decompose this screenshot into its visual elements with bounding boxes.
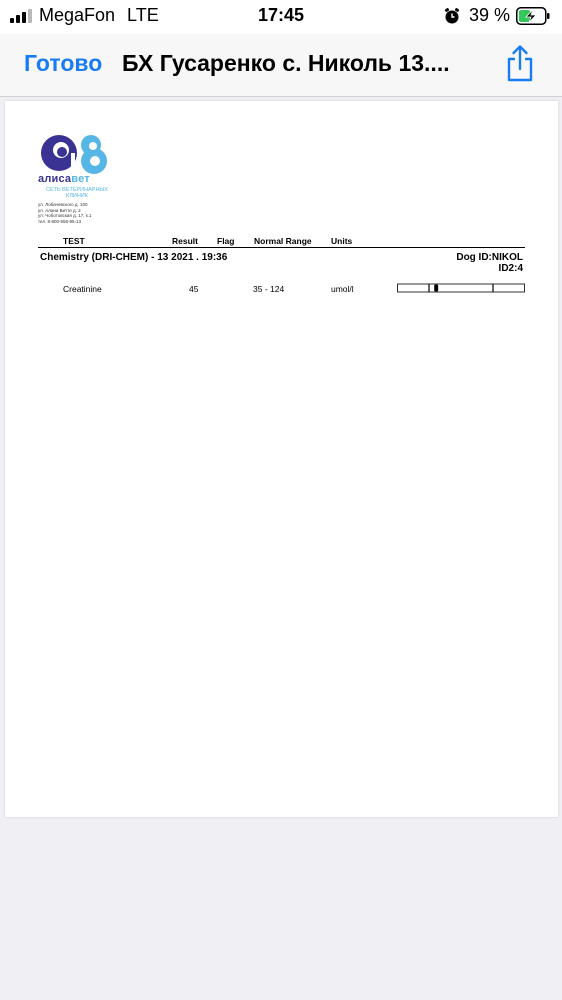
- row-units: umol/l: [331, 284, 354, 294]
- header-test: TEST: [63, 236, 85, 246]
- range-indicator: [397, 282, 525, 294]
- row-test: Creatinine: [63, 284, 102, 294]
- battery-charging-icon: [516, 7, 550, 25]
- navigation-bar: [0, 34, 562, 97]
- status-bar: [0, 0, 562, 34]
- header-normal-range: Normal Range: [254, 236, 312, 246]
- header-units: Units: [331, 236, 353, 246]
- done-button[interactable]: Готово: [24, 50, 103, 76]
- row-result: 45: [189, 284, 199, 294]
- header-divider: [38, 247, 525, 248]
- battery-percent: 39 %: [468, 5, 510, 25]
- section-title: Chemistry (DRI-CHEM) - 13 2021 . 19:36: [40, 252, 228, 263]
- clinic-address: [38, 202, 91, 224]
- status-right: [443, 5, 550, 26]
- share-icon[interactable]: [503, 44, 537, 82]
- patient-id: Dog ID:NIKOL: [456, 252, 523, 263]
- address-line: ул. Чоботовская д. 17, к.1: [38, 213, 92, 219]
- network-type: LTE: [127, 5, 159, 25]
- document-title: БХ Гусаренко с. Николь 13....: [122, 50, 450, 76]
- header-flag: Flag: [217, 236, 235, 246]
- alarm-icon: [443, 7, 461, 25]
- patient-info: [456, 252, 523, 274]
- address-line: тел. 8-800-555-95-13: [38, 218, 82, 224]
- status-time: 17:45: [257, 5, 305, 25]
- document-page[interactable]: [5, 101, 558, 817]
- header-result: Result: [172, 236, 198, 246]
- address-line: ул. Алана Витте д. 2: [38, 207, 81, 213]
- clinic-brand: алисавет: [38, 173, 90, 185]
- carrier-name: MegaFon: [39, 5, 116, 25]
- clinic-tagline: СЕТЬ ВЕТЕРИНАРНЫХ КЛИНИК: [46, 187, 108, 199]
- result-marker: [434, 285, 438, 292]
- address-line: ул. Лобачевского д. 100: [38, 202, 88, 207]
- patient-id2: ID2:4: [498, 263, 523, 274]
- row-range: 35 - 124: [253, 284, 285, 294]
